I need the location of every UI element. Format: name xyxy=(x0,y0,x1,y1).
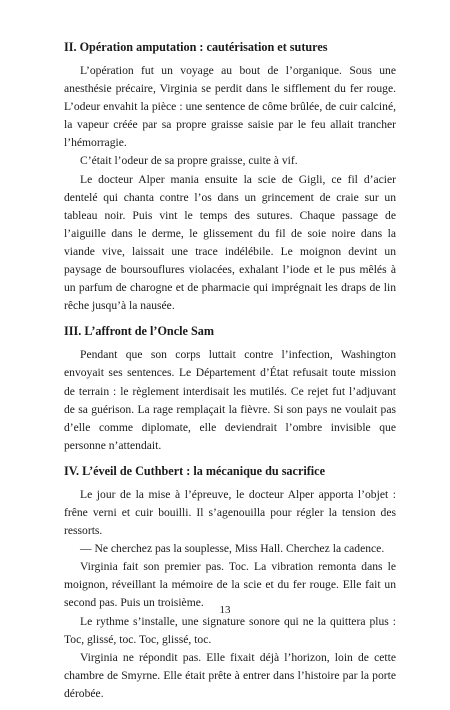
section-operation xyxy=(64,38,396,315)
section-cuthbert xyxy=(64,462,396,703)
paragraph: Le rythme s’installe, une signature sonore qui ne la quittera plus : Toc, glissé, toc. Toc, glissé, toc. xyxy=(64,614,396,646)
paragraph: Le docteur Alper mania ensuite la scie de Gigli, ce fil d’acier dentelé qui chanta contre l’os dans un grincement de craie sur un tableau noir. Puis vint le temps des sutures. Chaque passage de l’aiguille dans le derme, le glissement du fil de soie noire dans la viande vive, laissait une trace indélébile. Le moignon devint un paysage de boursouflures violacées, exhalant l’iode et le pus mêlés à un parfum de charogne et de pharmacie qui imprégnait les draps de lin rêche jusqu’à la nausée. xyxy=(64,172,396,313)
section-heading: IV. L’éveil de Cuthbert : la mécanique du sacrifice xyxy=(64,463,325,478)
paragraph: C’était l’odeur de sa propre graisse, cuite à vif. xyxy=(80,154,298,168)
paragraph: Virginia fait son premier pas. Toc. La vibration remonta dans le moignon, réveillant la mémoire de la scie et du fer rouge. Elle fait un second pas. Puis un troisième. xyxy=(64,560,396,610)
section-heading: II. Opération amputation : cautérisation et sutures xyxy=(64,40,328,54)
paragraph: — Ne cherchez pas la souplesse, Miss Hall. Cherchez la cadence. xyxy=(80,542,385,556)
paragraph: Le jour de la mise à l’épreuve, le docteur Alper apporta l’objet : frêne verni et cuir bouilli. Il s’agenouilla pour régler la tension des ressorts. xyxy=(64,487,396,538)
section-affront xyxy=(64,322,396,455)
paragraph: L’opération fut un voyage au bout de l’organique. Sous une anesthésie précaire, Virginia se perdit dans le sifflement du fer rouge. L’odeur envahit la pièce : une sentence de côme brûlée, de cuir calciné, la vapeur créée par sa propre graisse saisie par le feu allait trancher l’hémorragie. xyxy=(64,64,396,150)
page-number: 13 xyxy=(219,604,231,616)
paragraph: Virginia ne répondit pas. Elle fixait déjà l’horizon, loin de cette chambre de Smyrne. Elle était prête à entrer dans l’histoire par la porte dérobée. xyxy=(64,650,396,700)
paragraph: Pendant que son corps luttait contre l’infection, Washington envoyait ses sentences. Le Département d’État refusait toute mission de terrain : le règlement interdisait les mutilés. Ce rejet fut l’adjuvant de sa guérison. La rage remplaçait la fièvre. Si son pays ne voulait pas d’elle comme diplomate, elle deviendrait l’ombre invisible que personne n’attendait. xyxy=(64,348,396,452)
section-heading: III. L’affront de l’Oncle Sam xyxy=(64,324,214,339)
